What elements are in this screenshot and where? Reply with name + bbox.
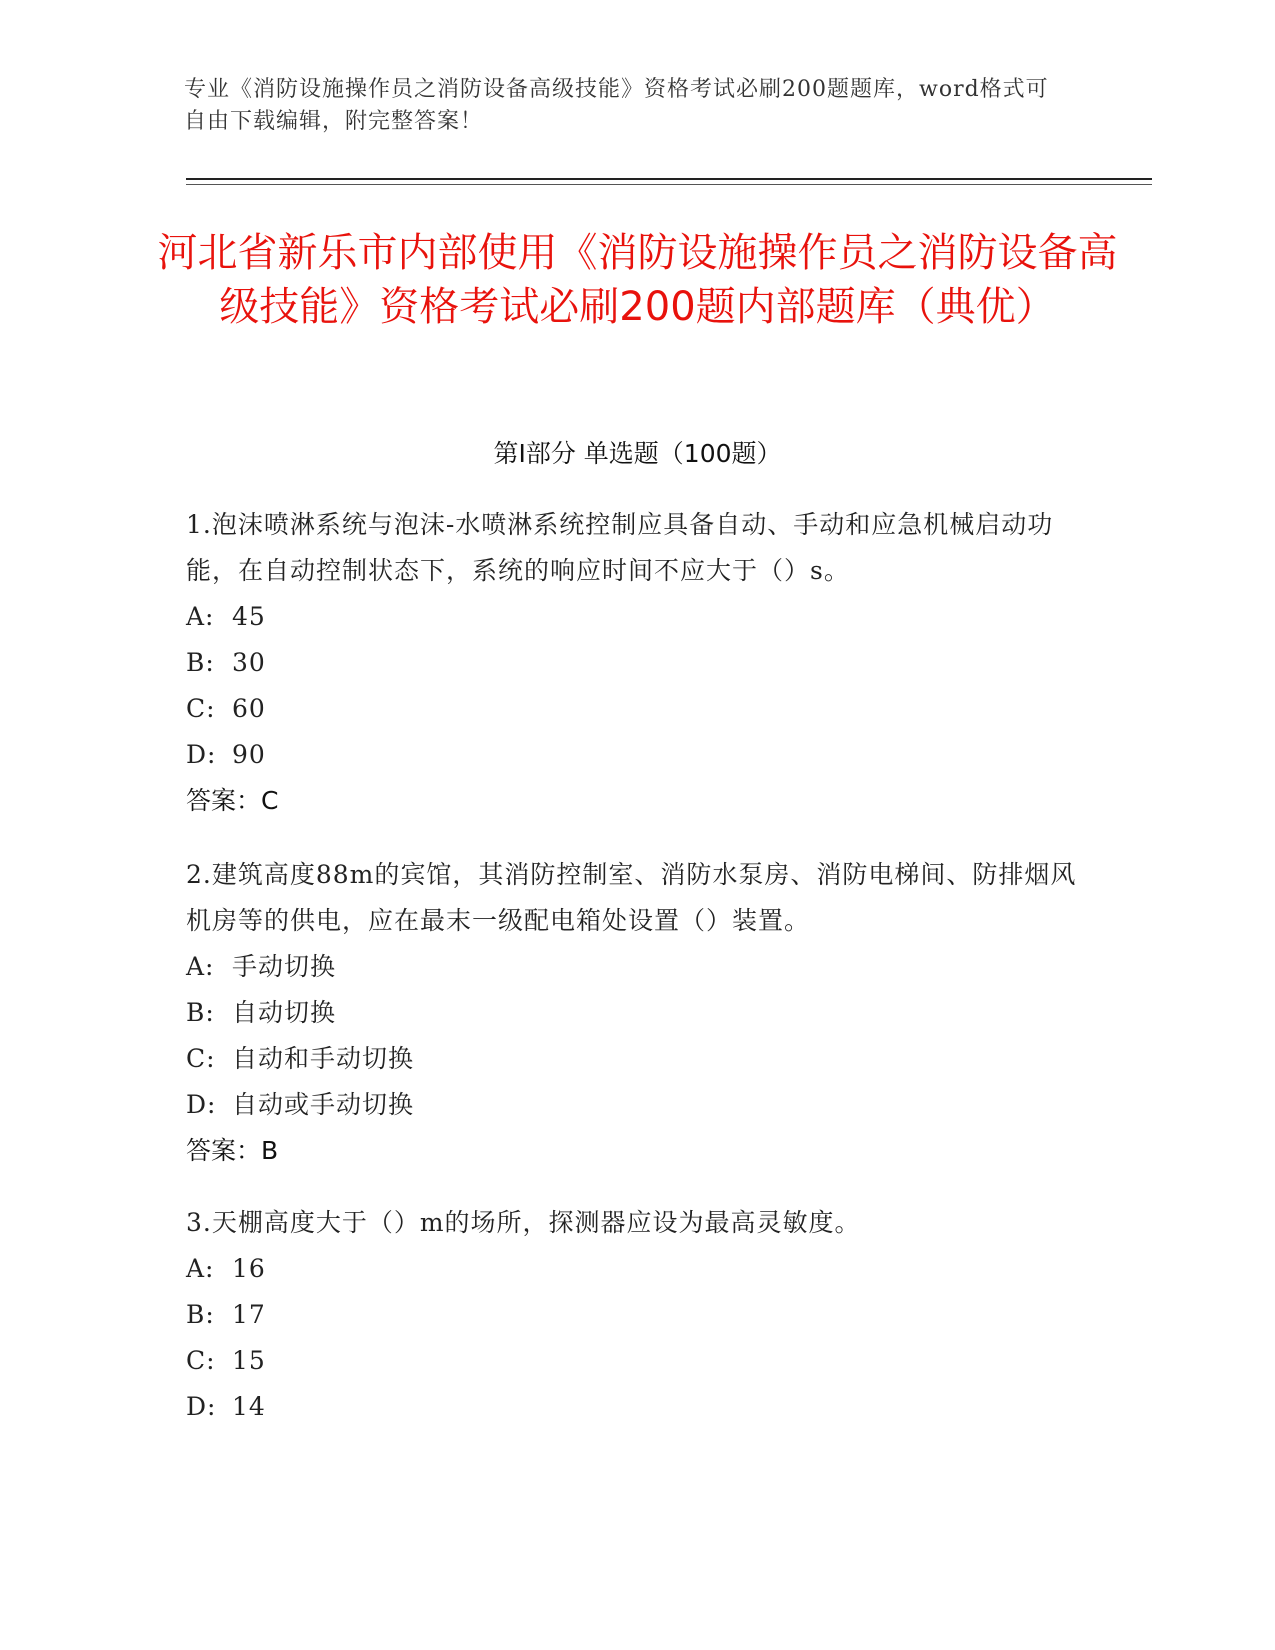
header-note: 专业《消防设施操作员之消防设备高级技能》资格考试必刷200题题库，word格式可自由下载编辑，附完整答案！ [184, 77, 1049, 134]
answer-label: 答案：C [186, 786, 279, 815]
option-key: B: [186, 648, 215, 677]
section-heading: 第Ⅰ部分 单选题（100题） [493, 439, 782, 468]
option-key: D: [186, 740, 217, 769]
option-text: 15 [232, 1346, 266, 1375]
question-stem: 1.泡沫喷淋系统与泡沫-水喷淋系统控制应具备自动、手动和应急机械启动功能，在自动控制状态下，系统的响应时间不应大于（）s。 [186, 510, 1054, 585]
option-d [186, 1384, 1086, 1430]
option-text: 45 [232, 602, 266, 631]
option-b [186, 990, 1086, 1036]
option-d [186, 732, 1086, 778]
option-key: A: [186, 952, 215, 981]
option-key: A: [186, 1254, 215, 1283]
option-a [186, 944, 1086, 990]
option-text: 16 [232, 1254, 266, 1283]
document-title: 河北省新乐市内部使用《消防设施操作员之消防设备高级技能》资格考试必刷200题内部题库（典优） [157, 230, 1118, 330]
option-b [186, 640, 1086, 686]
option-c [186, 686, 1086, 732]
header-divider-thick [186, 178, 1152, 180]
option-text: 手动切换 [232, 952, 337, 981]
answer-label: 答案：B [186, 1136, 279, 1165]
option-text: 30 [232, 648, 266, 677]
option-text: 90 [232, 740, 266, 769]
question-1 [186, 502, 1086, 824]
option-text: 14 [232, 1392, 266, 1421]
option-text: 17 [232, 1300, 266, 1329]
option-a [186, 1246, 1086, 1292]
option-key: C: [186, 1346, 216, 1375]
option-a [186, 594, 1086, 640]
option-text: 60 [232, 694, 266, 723]
header-divider-thin [186, 184, 1152, 185]
option-text: 自动切换 [232, 998, 337, 1027]
option-c [186, 1036, 1086, 1082]
option-b [186, 1292, 1086, 1338]
option-text: 自动或手动切换 [232, 1090, 415, 1119]
option-key: B: [186, 1300, 215, 1329]
option-key: D: [186, 1392, 217, 1421]
question-2 [186, 852, 1086, 1174]
option-text: 自动和手动切换 [232, 1044, 415, 1073]
option-key: D: [186, 1090, 217, 1119]
option-c [186, 1338, 1086, 1384]
option-key: C: [186, 1044, 216, 1073]
option-d [186, 1082, 1086, 1128]
option-key: C: [186, 694, 216, 723]
question-stem: 2.建筑高度88m的宾馆，其消防控制室、消防水泵房、消防电梯间、防排烟风机房等的供电，应在最末一级配电箱处设置（）装置。 [186, 860, 1077, 935]
option-key: B: [186, 998, 215, 1027]
question-stem: 3.天棚高度大于（）m的场所，探测器应设为最高灵敏度。 [186, 1208, 861, 1237]
question-3 [186, 1200, 1086, 1430]
option-key: A: [186, 602, 215, 631]
